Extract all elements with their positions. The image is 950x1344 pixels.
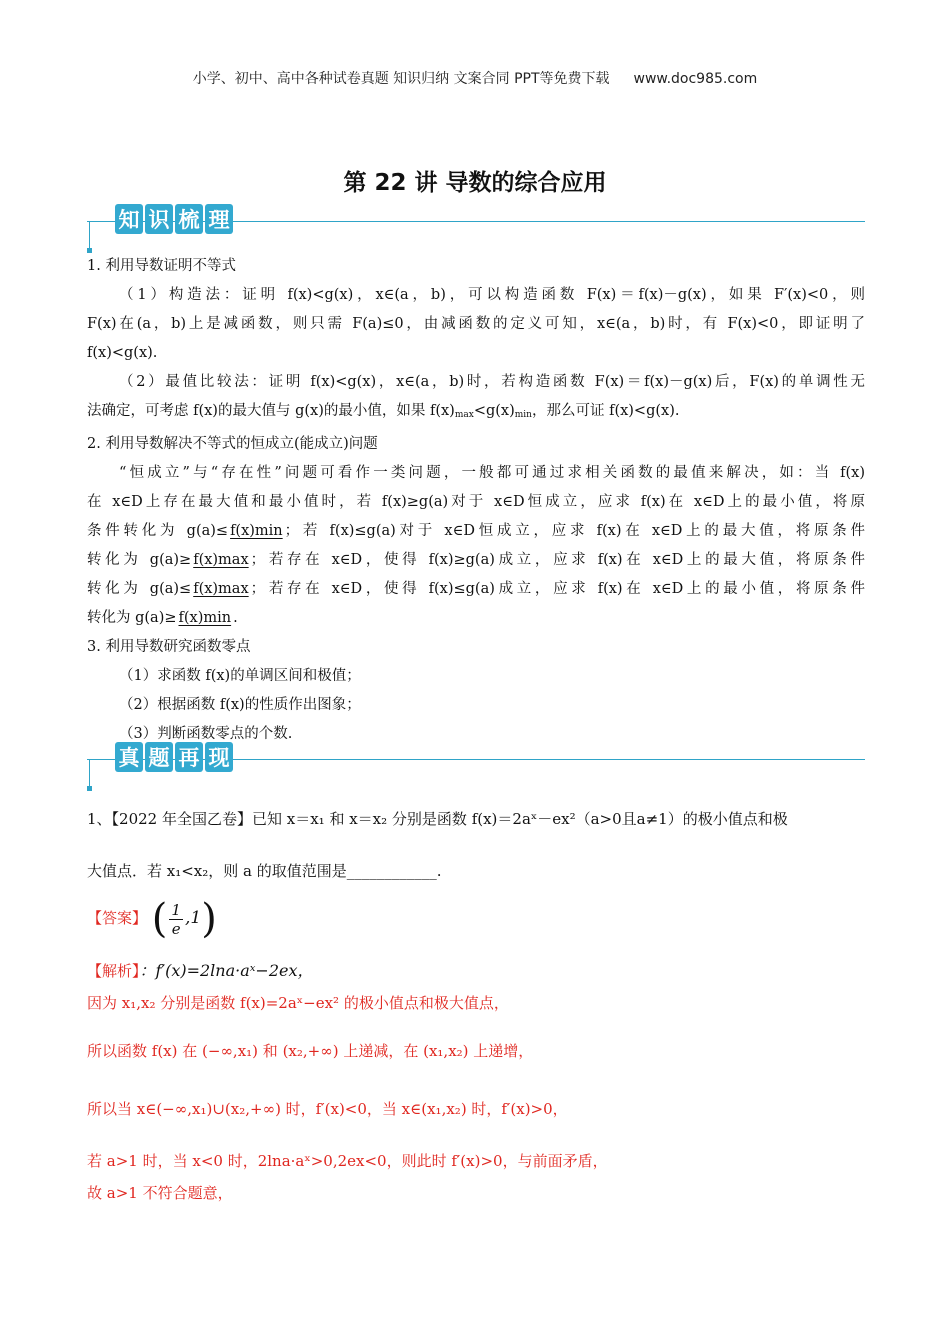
section-2-heading: 2. 利用导数解决不等式的恒成立(能成立)问题 — [87, 436, 378, 452]
s1-para2-line1: （2）最值比较法：证明 f(x)<g(x)，x∈(a，b)时，若构造函数 F(x)＝f(x)－g(x)后，F(x)的单调性无 — [119, 374, 865, 390]
s2-line4: 转化为 g(a)≥ f(x)max ；若存在 x∈D，使得 f(x)≥g(a)成立，应求 f(x)在 x∈D上的最大值，将原条件 — [87, 546, 865, 575]
solution-line-3: 所以当 x∈(−∞,x₁)∪(x₂,+∞) 时，f′(x)<0，当 x∈(x₁,x₂) 时，f′(x)>0， — [87, 1100, 568, 1118]
header-text: 小学、初中、高中各种试卷真题 知识归纳 文案合同 PPT等免费下载 — [192, 71, 610, 87]
banner-char: 理 — [205, 204, 233, 234]
banner-char: 真 — [115, 742, 143, 772]
s3-item-2: （2）根据函数 f(x)的性质作出图象； — [119, 697, 361, 713]
solution-line-5: 故 a>1 不符合题意， — [87, 1184, 233, 1202]
answer-tail: ,1 — [184, 908, 202, 928]
banner-rule-vertical — [89, 221, 90, 251]
s1-para1-line3: f(x)<g(x). — [87, 345, 158, 361]
section-banner-exam — [87, 742, 865, 782]
banner-rule-vertical — [89, 759, 90, 789]
answer-blank: f(x)min — [178, 610, 232, 626]
banner-char: 再 — [175, 742, 203, 772]
section-banner-knowledge — [87, 204, 865, 244]
s3-item-3: （3）判断函数零点的个数. — [119, 726, 293, 742]
header-site[interactable]: www.doc985.com — [633, 71, 758, 87]
answer-row: 【答案】 ( $\frac{1}{e}$ ,1) — [87, 896, 217, 942]
banner-char: 知 — [115, 204, 143, 234]
s1-para1-line1: （1）构造法：证明 f(x)<g(x)，x∈(a，b)，可以构造函数 F(x)＝f(x)－g(x)，如果 F′(x)<0，则 — [119, 287, 865, 303]
s2-line5: 转化为 g(a)≤ f(x)max ；若存在 x∈D，使得 f(x)≤g(a)成立，应求 f(x)在 x∈D上的最小值，将原条件 — [87, 575, 865, 604]
s1-para1-line2: F(x)在(a，b)上是减函数，则只需 F(a)≤0，由减函数的定义可知，x∈(a，b)时，有 F(x)<0，即证明了 — [87, 316, 865, 332]
problem-line-2: 大值点．若 x₁<x₂，则 a 的取值范围是____________. — [87, 862, 442, 880]
problem-line-1: 1、【2022 年全国乙卷】已知 x＝x₁ 和 x＝x₂ 分别是函数 f(x)＝2aˣ－ex²（a>0且a≠1）的极小值点和极 — [87, 810, 788, 828]
banner-char: 题 — [145, 742, 173, 772]
section-3-heading: 3. 利用导数研究函数零点 — [87, 639, 251, 655]
s3-item-1: （1）求函数 f(x)的单调区间和极值； — [119, 668, 361, 684]
answer-blank: f(x)min — [230, 523, 283, 539]
s1-para2-line2: 法确定，可考虑 f(x)的最大值与 g(x)的最小值，如果 $f(x)_{max}<g(x)_{min}$，那么可证 f(x)<g(x). — [87, 403, 680, 420]
answer-blank: f(x)max — [193, 581, 249, 597]
answer-label: 【答案】 — [87, 909, 148, 927]
solution-line-1: 因为 x₁,x₂ 分别是函数 f(x)=2aˣ−ex² 的极小值点和极大值点， — [87, 994, 509, 1012]
s2-line6: 转化为 g(a)≥ f(x)min . — [87, 604, 865, 633]
analysis-row — [87, 958, 865, 981]
banner-dot — [87, 786, 92, 791]
s2-line3: 条件转化为 g(a)≤ f(x)min ；若 f(x)≤g(a)对于 x∈D恒成立，应求 f(x)在 x∈D上的最大值，将原条件 — [87, 517, 865, 546]
answer-fraction: $\frac{1}{e}$ — [171, 900, 181, 938]
banner-char: 现 — [205, 742, 233, 772]
solution-line-4: 若 a>1 时，当 x<0 时，2lna·aˣ>0,2ex<0，则此时 f′(x)>0，与前面矛盾， — [87, 1152, 608, 1170]
section-1-heading: 1. 利用导数证明不等式 — [87, 258, 236, 274]
s2-line2: 在 x∈D上存在最大值和最小值时，若 f(x)≥g(a)对于 x∈D恒成立，应求 f(x)在 x∈D上的最小值，将原 — [87, 494, 865, 510]
solution-line-2: 所以函数 f(x) 在 (−∞,x₁) 和 (x₂,+∞) 上递减，在 (x₁,x₂) 上递增， — [87, 1042, 534, 1060]
page-header — [0, 68, 950, 88]
page-title: 第 22 讲 导数的综合应用 — [343, 170, 607, 196]
knowledge-section — [87, 252, 865, 749]
s2-line1: “恒成立”与“存在性”问题可看作一类问题，一般都可通过求相关函数的最值来解决，如：当 f(x) — [119, 465, 865, 481]
analysis-derivative: ：f′(x)=2lna·aˣ−2ex， — [139, 961, 314, 980]
banner-char: 梳 — [175, 204, 203, 234]
analysis-label: 【解析】 — [87, 962, 140, 980]
answer-blank: f(x)max — [193, 552, 249, 568]
banner-char: 识 — [145, 204, 173, 234]
